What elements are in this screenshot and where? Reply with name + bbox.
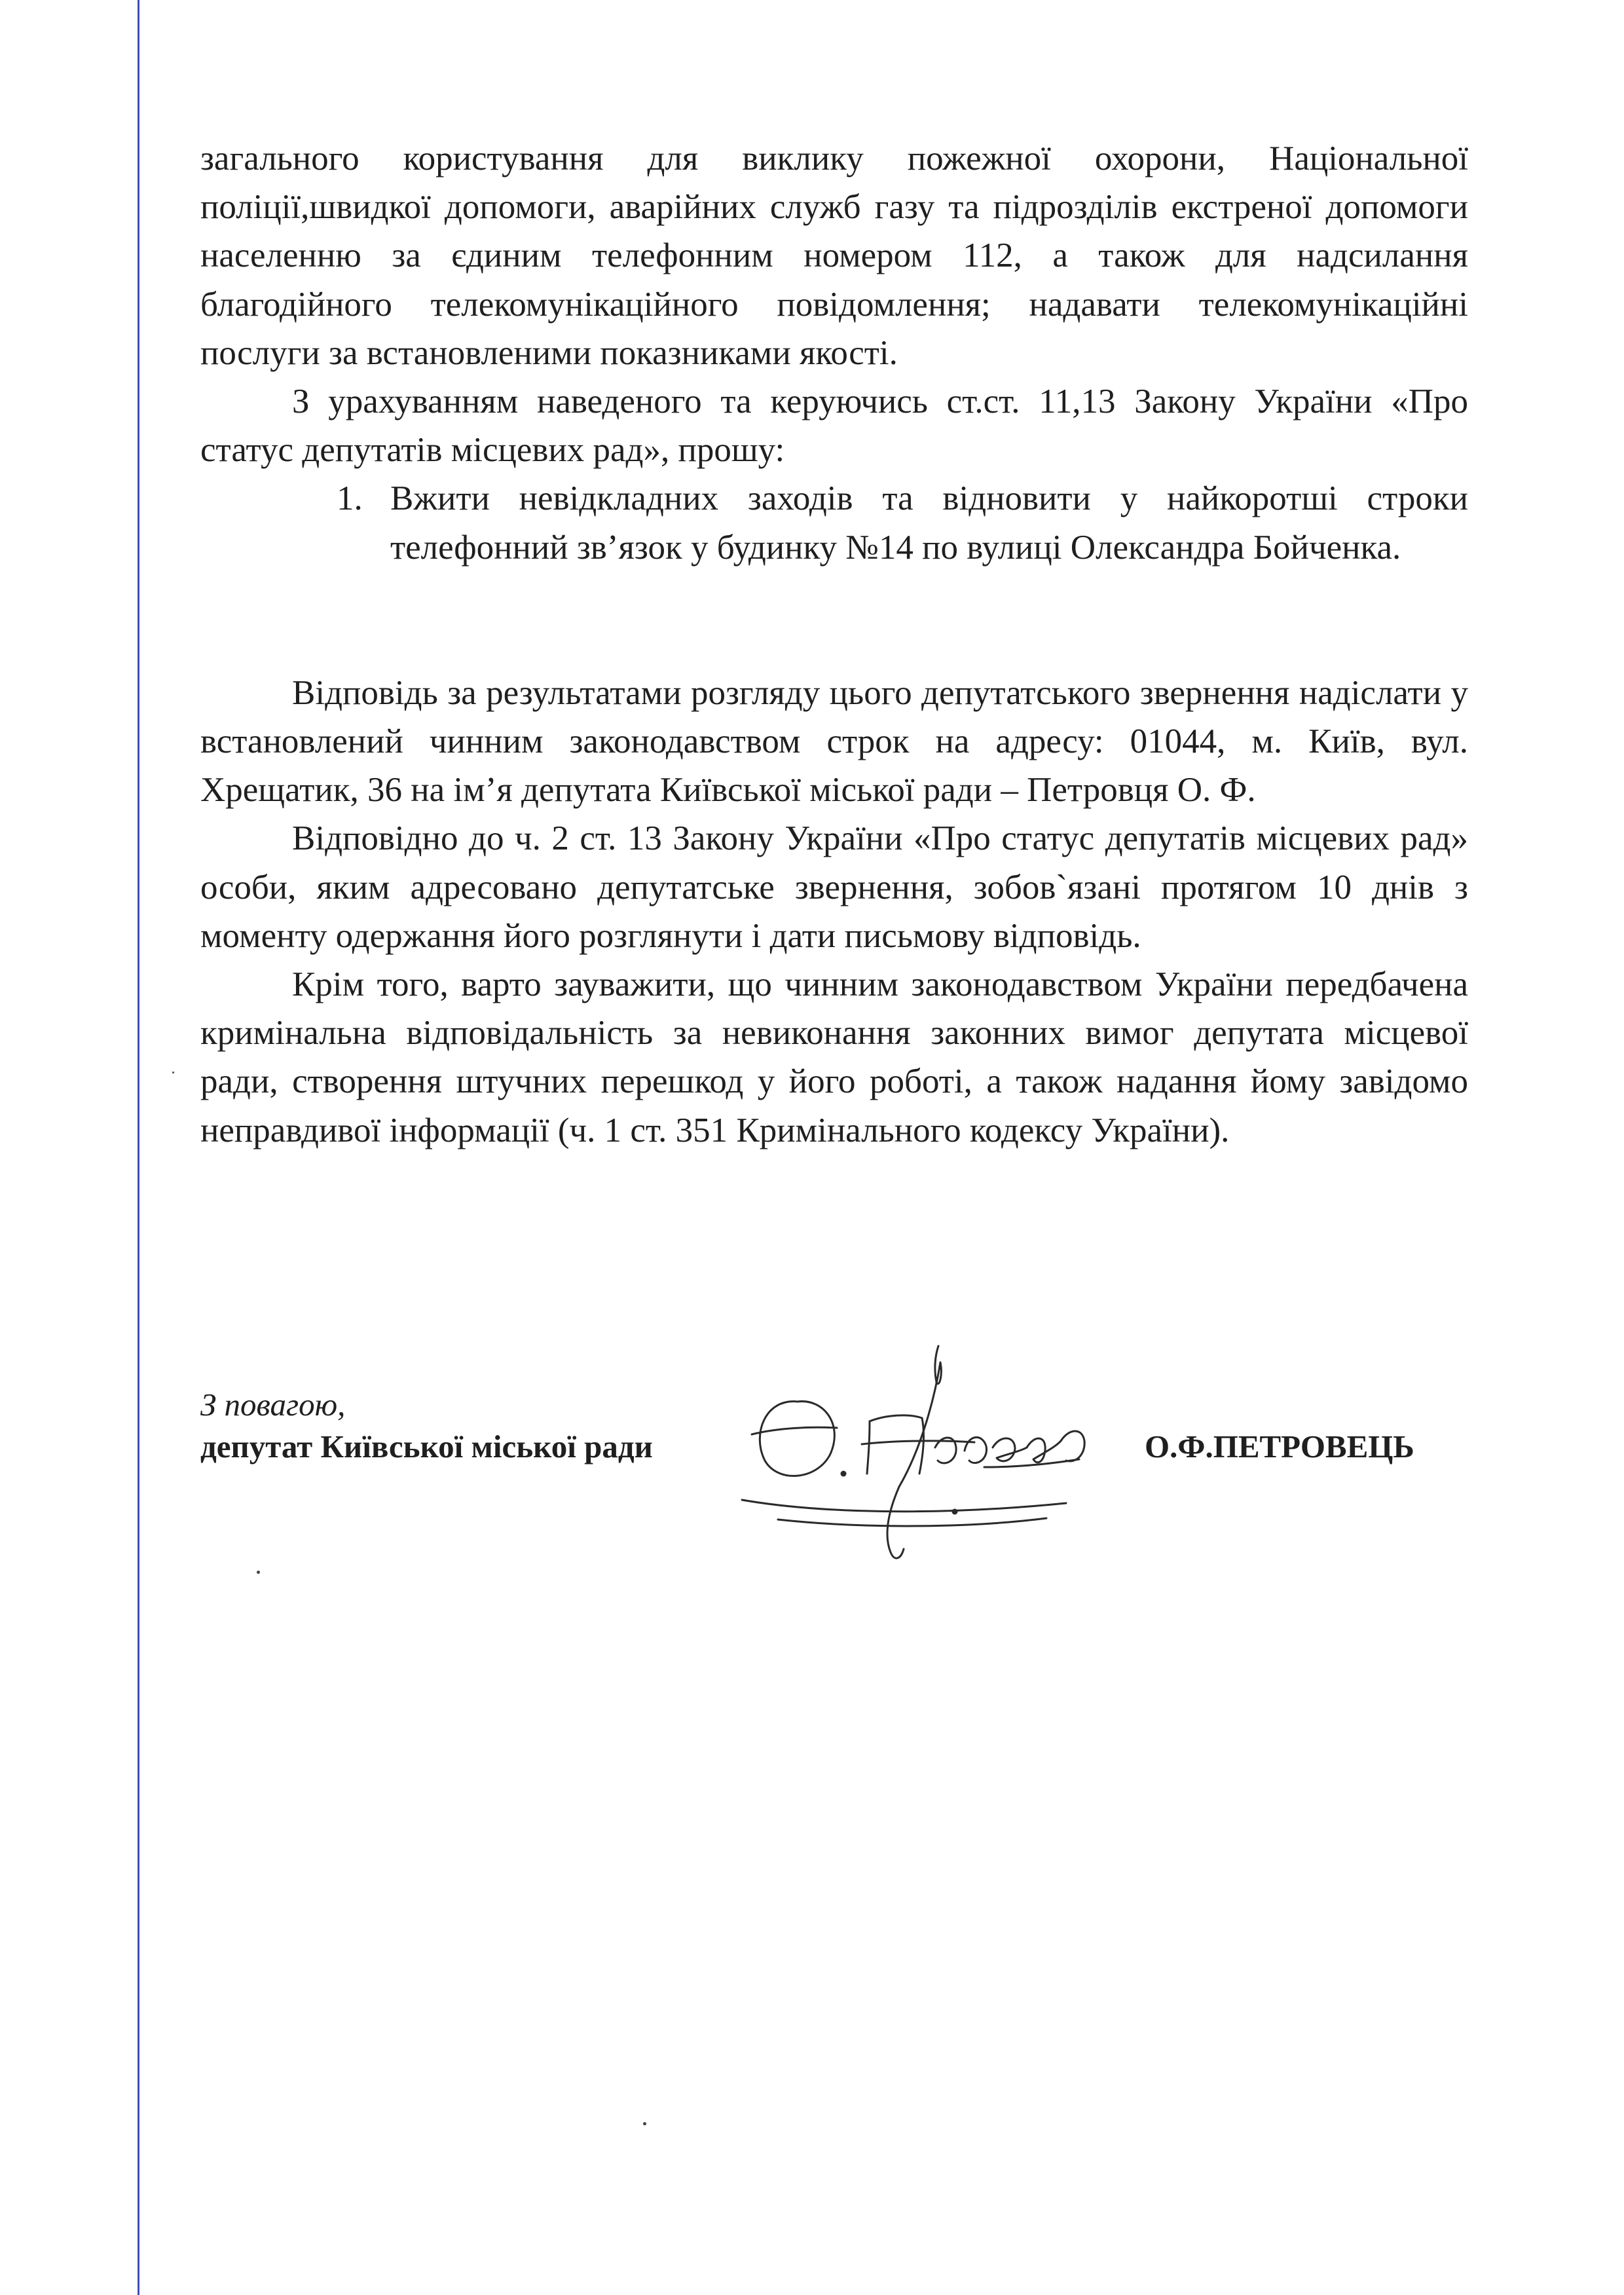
letter-body <box>200 134 1468 1155</box>
list-item <box>200 474 1468 571</box>
section-gap <box>200 572 1468 669</box>
request-list <box>200 474 1468 571</box>
paragraph-response-address: Відповідь за результатами розгляду цього депутатського звернення надіслати у встановлений чинним законодавством строк на адресу: 01044, м. Київ, вул. Хрещатик, 36 на ім’я депутата Київської міської ради – Петровця О. Ф. <box>200 673 1468 810</box>
scan-speck <box>172 1072 174 1073</box>
paragraph-liability-warning: Крім того, варто зауважити, що чинним законодавством України передбачена кримінальна відповідальність за невиконання законних вимог депутата місцевої ради, створення штучних перешкод у його роботі, а також надання йому завідомо неправдивої інформації (ч. 1 ст. 351 Кримінального кодексу України). <box>200 965 1468 1149</box>
left-margin-line <box>138 0 139 2295</box>
list-item-number: 1. <box>337 479 363 518</box>
scan-speck <box>643 2122 646 2125</box>
paragraph-response-deadline: Відповідно до ч. 2 ст. 13 Закону України «Про статус депутатів місцевих рад» особи, яким адресовано депутатське звернення, зобов`язані протягом 10 днів з моменту одержання його розглянути і дати письмову відповідь. <box>200 819 1468 955</box>
signature-block <box>200 1385 1468 1582</box>
signer-name: О.Ф.ПЕТРОВЕЦЬ <box>1145 1428 1414 1465</box>
closing-greeting: З повагою, <box>200 1387 346 1423</box>
paragraph-legal-basis: З урахуванням наведеного та керуючись ст.ст. 11,13 Закону України «Про статус депутатів місцевих рад», прошу: <box>200 382 1468 470</box>
handwritten-signature <box>739 1336 1132 1585</box>
paragraph-emergency-services: загального користування для виклику пожежної охорони, Національної поліції,швидкої допомоги, аварійних служб газу та підрозділів екстреної допомоги населенню за єдиним телефонним номером 112, а також для надсилання благодійного телекомунікаційного повідомлення; надавати телекомунікаційні послуги за встановленими показниками якості. <box>200 140 1468 372</box>
scan-speck <box>257 1571 260 1574</box>
signer-position: депутат Київської міської ради <box>200 1428 653 1465</box>
list-item-text: Вжити невідкладних заходів та відновити у найкоротші строки телефонний зв’язок у будинку №14 по вулиці Олександра Бойченка. <box>390 479 1468 567</box>
